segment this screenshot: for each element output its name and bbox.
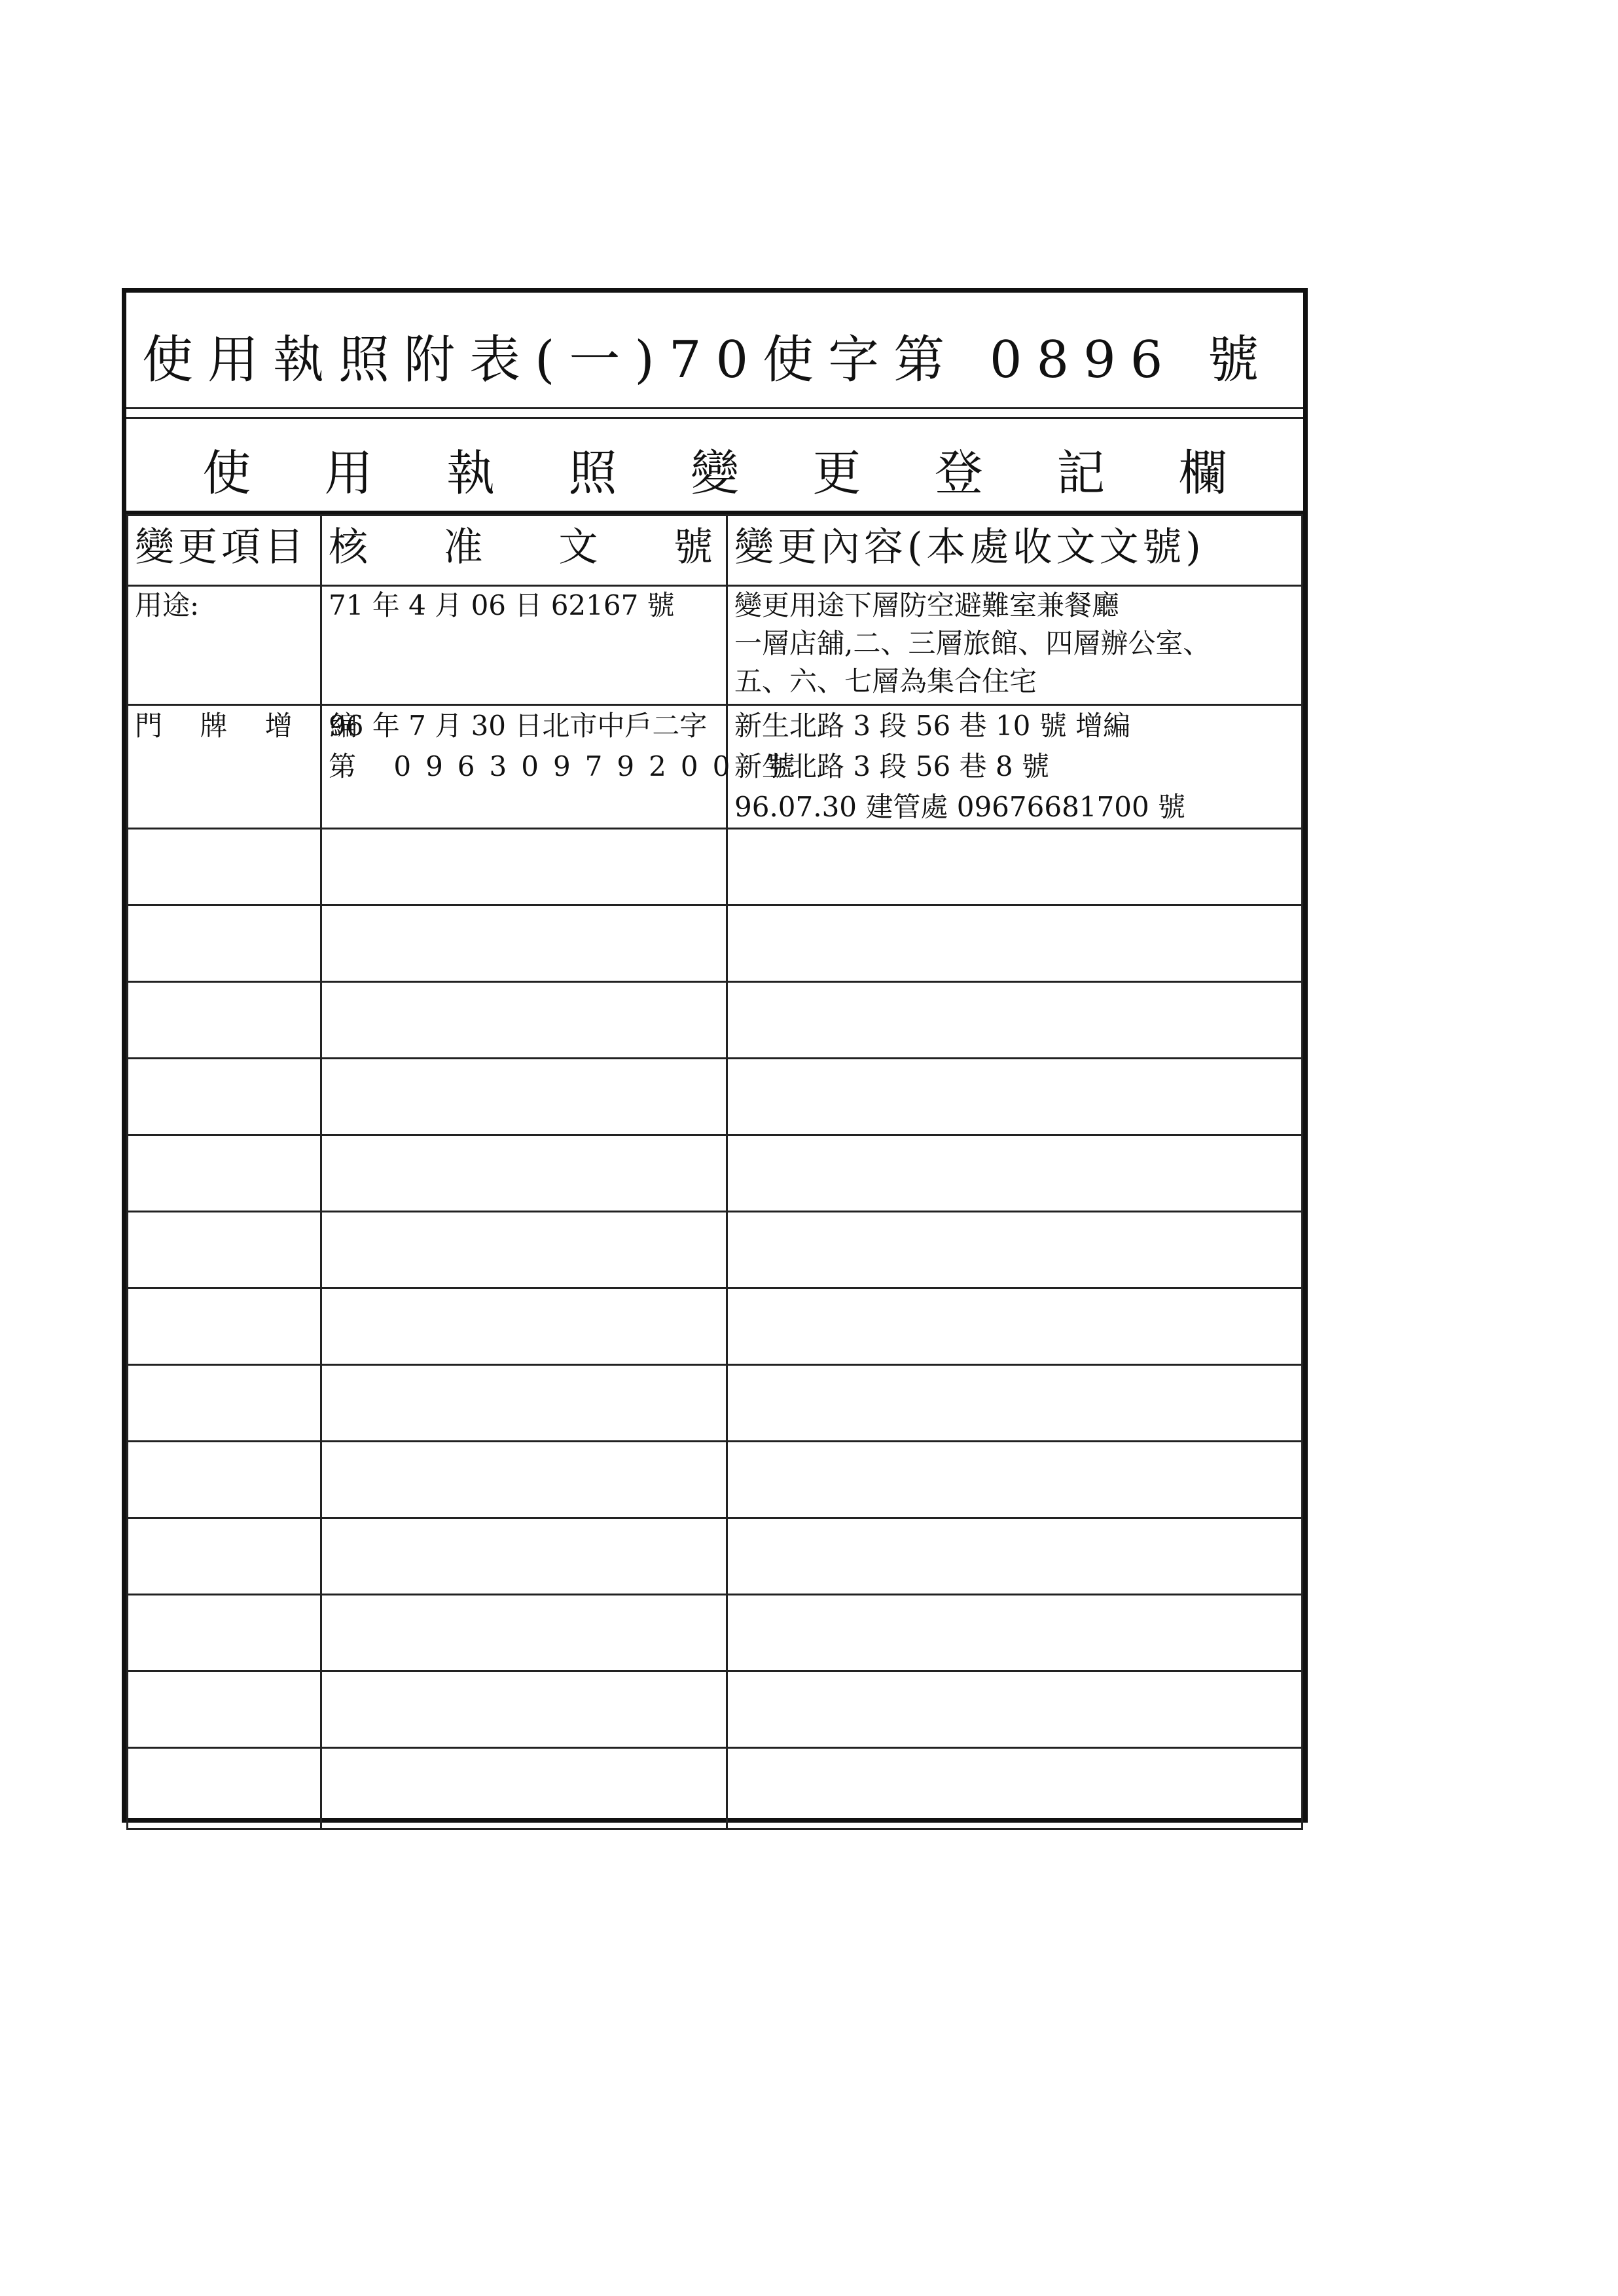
license-form — [122, 288, 1308, 1823]
header-change-content: 變更內容(本處收文文號) — [727, 515, 1303, 586]
section-title-char: 照 — [568, 445, 617, 501]
empty-cell — [321, 1288, 727, 1365]
empty-row — [128, 1135, 1303, 1212]
section-title-char: 欄 — [1178, 445, 1227, 501]
empty-cell — [128, 1135, 321, 1212]
empty-cell — [321, 1748, 727, 1829]
section-title-char: 用 — [324, 445, 373, 501]
change-record-table — [126, 514, 1303, 1830]
row-approval-line: 第 09630979200 號 — [329, 750, 810, 782]
table-header-row — [128, 515, 1303, 586]
form-title-row — [126, 293, 1303, 409]
empty-row — [128, 1059, 1303, 1135]
empty-cell — [128, 1288, 321, 1365]
empty-cell — [321, 1671, 727, 1748]
empty-cell — [727, 1212, 1303, 1288]
empty-cell — [727, 829, 1303, 905]
empty-cell — [128, 1365, 321, 1442]
row-content — [727, 705, 1303, 829]
empty-row — [128, 905, 1303, 982]
empty-row — [128, 1595, 1303, 1671]
row-content-line: 一層店舖,二、三層旅館、四層辦公室、 — [734, 627, 1211, 659]
empty-cell — [727, 1059, 1303, 1135]
empty-cell — [727, 1442, 1303, 1518]
empty-cell — [128, 1671, 321, 1748]
empty-cell — [727, 1365, 1303, 1442]
empty-row — [128, 1748, 1303, 1829]
empty-cell — [727, 1135, 1303, 1212]
empty-row — [128, 982, 1303, 1059]
empty-cell — [321, 1135, 727, 1212]
table-row — [128, 705, 1303, 829]
section-title-char: 更 — [812, 445, 861, 501]
empty-cell — [321, 982, 727, 1059]
row-item: 用途: — [128, 586, 321, 705]
empty-row — [128, 1442, 1303, 1518]
empty-cell — [128, 1059, 321, 1135]
empty-row — [128, 1288, 1303, 1365]
empty-cell — [727, 1595, 1303, 1671]
section-title-char: 執 — [446, 445, 495, 501]
empty-row — [128, 1212, 1303, 1288]
section-title-char: 使 — [202, 445, 251, 501]
row-approval — [321, 586, 727, 705]
empty-cell — [128, 982, 321, 1059]
empty-row — [128, 829, 1303, 905]
empty-cell — [128, 1518, 321, 1595]
section-title-char: 變 — [690, 445, 739, 501]
empty-cell — [128, 905, 321, 982]
empty-cell — [128, 1595, 321, 1671]
header-approval-char: 核 — [329, 524, 372, 570]
header-change-item: 變更項目 — [128, 515, 321, 586]
section-title-char: 登 — [934, 445, 983, 501]
empty-cell — [128, 829, 321, 905]
row-approval-line: 71 年 4 月 06 日 62167 號 — [329, 589, 675, 621]
row-content — [727, 586, 1303, 705]
empty-cell — [321, 1595, 727, 1671]
section-title — [126, 435, 1303, 504]
form-title: 使用執照附表(一)70使字第 0896 號 — [142, 331, 1274, 390]
empty-cell — [128, 1748, 321, 1829]
empty-cell — [321, 905, 727, 982]
row-content-line: 五、六、七層為集合住宅 — [734, 665, 1037, 697]
section-title-row — [126, 417, 1303, 514]
empty-cell — [727, 1288, 1303, 1365]
row-item-label: 門 牌 增 編 — [135, 710, 372, 742]
empty-cell — [727, 1671, 1303, 1748]
table-row — [128, 586, 1303, 705]
empty-row — [128, 1518, 1303, 1595]
empty-cell — [321, 1442, 727, 1518]
empty-cell — [727, 982, 1303, 1059]
header-approval-char: 准 — [443, 524, 487, 570]
empty-cell — [321, 1212, 727, 1288]
row-content-line: 新生北路 3 段 56 巷 8 號 — [734, 750, 1049, 782]
row-approval — [321, 705, 810, 829]
empty-cell — [727, 1518, 1303, 1595]
row-content-line: 變更用途下層防空避難室兼餐廳 — [734, 589, 1120, 621]
row-content-line: 96.07.30 建管處 09676681700 號 — [734, 791, 1186, 823]
empty-cell — [321, 829, 727, 905]
row-content-line: 新生北路 3 段 56 巷 10 號 增編 — [734, 710, 1131, 742]
row-approval-line: 96 年 7 月 30 日北市中戶二字 — [329, 710, 708, 742]
empty-row — [128, 1365, 1303, 1442]
section-title-char: 記 — [1056, 445, 1106, 501]
empty-cell — [128, 1212, 321, 1288]
row-item — [128, 705, 372, 829]
empty-cell — [727, 905, 1303, 982]
empty-cell — [321, 1518, 727, 1595]
header-approval-char: 文 — [558, 524, 602, 570]
header-approval-number — [321, 515, 727, 586]
empty-cell — [727, 1748, 1303, 1829]
empty-cell — [128, 1442, 321, 1518]
empty-row — [128, 1671, 1303, 1748]
header-approval-char: 號 — [673, 524, 717, 570]
empty-cell — [321, 1059, 727, 1135]
empty-cell — [321, 1365, 727, 1442]
